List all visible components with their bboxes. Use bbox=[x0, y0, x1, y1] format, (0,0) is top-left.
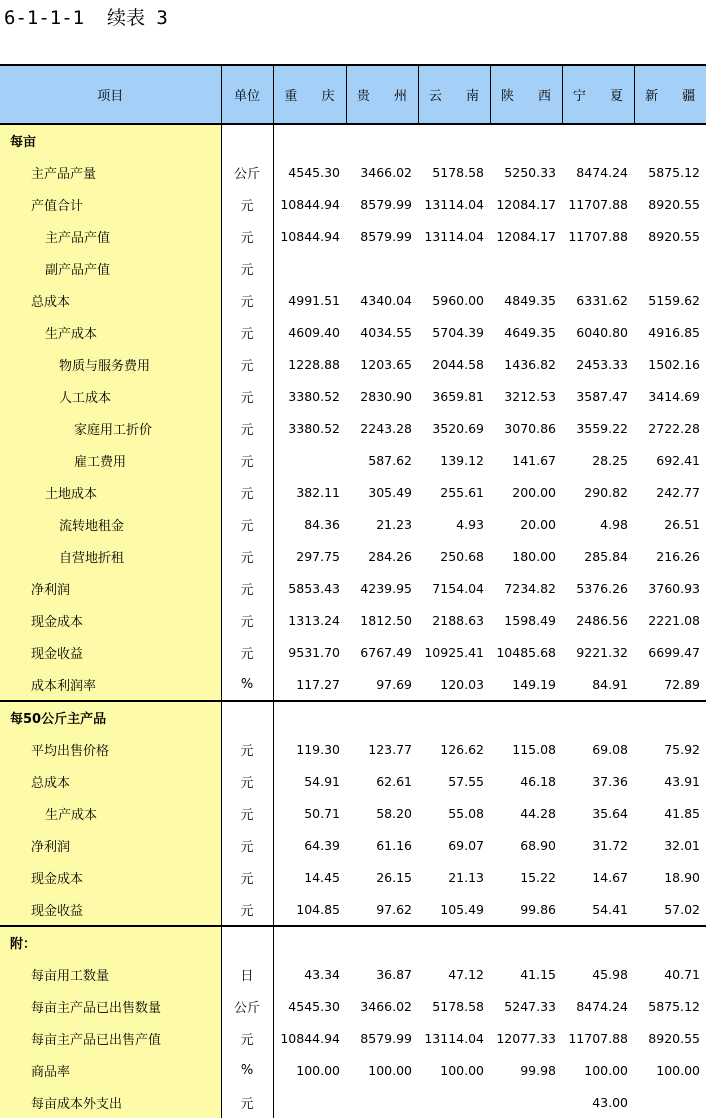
value-cell: 26.51 bbox=[664, 516, 700, 532]
value-cell: 8474.24 bbox=[576, 164, 628, 180]
value-cell: 8920.55 bbox=[648, 196, 700, 212]
row-unit: 元 bbox=[221, 861, 273, 893]
value-cell: 11707.88 bbox=[568, 1030, 628, 1046]
value-cell: 1812.50 bbox=[360, 612, 412, 628]
value-cell bbox=[490, 926, 562, 958]
row-unit: 元 bbox=[221, 508, 273, 540]
value-cell bbox=[634, 926, 706, 958]
value-cell: 297.75 bbox=[273, 540, 346, 572]
table-row bbox=[0, 733, 706, 765]
row-label: 每50公斤主产品 bbox=[0, 701, 221, 733]
value-cell: 3380.52 bbox=[273, 412, 346, 444]
row-label: 家庭用工折价 bbox=[0, 412, 221, 444]
value-cell: 587.62 bbox=[368, 452, 412, 468]
value-cell: 141.67 bbox=[512, 452, 556, 468]
value-cell: 290.82 bbox=[584, 484, 628, 500]
table-row bbox=[0, 252, 706, 284]
row-unit: 元 bbox=[221, 540, 273, 572]
value-cell bbox=[418, 926, 490, 958]
value-cell: 5178.58 bbox=[432, 164, 484, 180]
value-cell bbox=[634, 124, 706, 156]
value-cell: 10485.68 bbox=[496, 644, 556, 660]
table-row bbox=[0, 861, 706, 893]
value-cell: 100.00 bbox=[656, 1062, 700, 1078]
value-cell bbox=[418, 1086, 490, 1118]
value-cell bbox=[634, 1086, 706, 1118]
value-cell: 139.12 bbox=[440, 452, 484, 468]
value-cell: 21.23 bbox=[376, 516, 412, 532]
row-unit: 元 bbox=[221, 188, 273, 220]
value-cell bbox=[490, 124, 562, 156]
value-cell: 100.00 bbox=[273, 1054, 346, 1086]
value-cell: 100.00 bbox=[440, 1062, 484, 1078]
value-cell: 14.45 bbox=[273, 861, 346, 893]
value-cell: 7234.82 bbox=[504, 580, 556, 596]
value-cell: 5875.12 bbox=[648, 998, 700, 1014]
value-cell: 2221.08 bbox=[648, 612, 700, 628]
value-cell: 4609.40 bbox=[273, 316, 346, 348]
column-header-chongqing: 重 庆 bbox=[273, 65, 346, 124]
row-unit: 元 bbox=[221, 604, 273, 636]
value-cell: 11707.88 bbox=[568, 228, 628, 244]
value-cell bbox=[418, 124, 490, 156]
value-cell: 5376.26 bbox=[576, 580, 628, 596]
value-cell: 9221.32 bbox=[576, 644, 628, 660]
value-cell bbox=[273, 1086, 346, 1118]
value-cell bbox=[346, 701, 418, 733]
value-cell: 62.61 bbox=[376, 773, 412, 789]
table-row bbox=[0, 765, 706, 797]
row-label: 每亩主产品已出售数量 bbox=[0, 990, 221, 1022]
row-unit: 元 bbox=[221, 348, 273, 380]
value-cell: 26.15 bbox=[376, 869, 412, 885]
value-cell: 12084.17 bbox=[496, 196, 556, 212]
value-cell: 21.13 bbox=[448, 869, 484, 885]
value-cell: 61.16 bbox=[376, 837, 412, 853]
value-cell: 5247.33 bbox=[504, 998, 556, 1014]
table-row bbox=[0, 220, 706, 252]
value-cell: 2044.58 bbox=[432, 356, 484, 372]
value-cell: 13114.04 bbox=[424, 1030, 484, 1046]
table-row bbox=[0, 508, 706, 540]
value-cell: 4916.85 bbox=[648, 324, 700, 340]
row-label: 现金收益 bbox=[0, 636, 221, 668]
page-title: 6-1-1-1 续表 3 bbox=[4, 7, 168, 29]
row-label: 净利润 bbox=[0, 829, 221, 861]
value-cell: 28.25 bbox=[592, 452, 628, 468]
value-cell: 119.30 bbox=[273, 733, 346, 765]
value-cell: 5159.62 bbox=[648, 292, 700, 308]
row-label: 产值合计 bbox=[0, 188, 221, 220]
value-cell: 10844.94 bbox=[273, 220, 346, 252]
value-cell: 285.84 bbox=[584, 548, 628, 564]
value-cell: 57.02 bbox=[634, 893, 706, 926]
value-cell: 3070.86 bbox=[504, 420, 556, 436]
value-cell: 4545.30 bbox=[273, 156, 346, 188]
value-cell: 4340.04 bbox=[360, 292, 412, 308]
value-cell: 84.91 bbox=[562, 668, 634, 701]
value-cell: 3212.53 bbox=[504, 388, 556, 404]
value-cell: 8474.24 bbox=[576, 998, 628, 1014]
table-row bbox=[0, 797, 706, 829]
value-cell: 2453.33 bbox=[576, 356, 628, 372]
value-cell: 305.49 bbox=[368, 484, 412, 500]
value-cell: 242.77 bbox=[656, 484, 700, 500]
value-cell: 149.19 bbox=[490, 668, 562, 701]
row-unit: 元 bbox=[221, 284, 273, 316]
table-row bbox=[0, 958, 706, 990]
value-cell: 7154.04 bbox=[432, 580, 484, 596]
value-cell: 6331.62 bbox=[576, 292, 628, 308]
table-header-row bbox=[0, 65, 706, 124]
value-cell: 180.00 bbox=[512, 548, 556, 564]
row-label: 平均出售价格 bbox=[0, 733, 221, 765]
table-row bbox=[0, 1086, 706, 1118]
value-cell: 3559.22 bbox=[576, 420, 628, 436]
row-unit: 元 bbox=[221, 316, 273, 348]
section-header-row bbox=[0, 124, 706, 156]
value-cell: 5178.58 bbox=[432, 998, 484, 1014]
value-cell bbox=[562, 124, 634, 156]
value-cell bbox=[490, 1086, 562, 1118]
row-label: 主产品产值 bbox=[0, 220, 221, 252]
value-cell: 10925.41 bbox=[424, 644, 484, 660]
row-label: 现金收益 bbox=[0, 893, 221, 926]
row-unit: 元 bbox=[221, 476, 273, 508]
value-cell: 4.93 bbox=[456, 516, 484, 532]
table-row bbox=[0, 893, 706, 926]
value-cell: 3414.69 bbox=[648, 388, 700, 404]
row-unit: 元 bbox=[221, 765, 273, 797]
row-unit: 元 bbox=[221, 252, 273, 284]
value-cell: 3520.69 bbox=[432, 420, 484, 436]
row-label: 每亩 bbox=[0, 124, 221, 156]
row-unit: % bbox=[221, 1054, 273, 1086]
value-cell: 97.69 bbox=[346, 668, 418, 701]
table-row bbox=[0, 188, 706, 220]
row-label: 生产成本 bbox=[0, 316, 221, 348]
value-cell: 41.85 bbox=[664, 805, 700, 821]
value-cell bbox=[562, 701, 634, 733]
row-unit: 公斤 bbox=[221, 990, 273, 1022]
value-cell: 1502.16 bbox=[648, 356, 700, 372]
value-cell: 4034.55 bbox=[360, 324, 412, 340]
table-row bbox=[0, 604, 706, 636]
table-row bbox=[0, 636, 706, 668]
table-row bbox=[0, 444, 706, 476]
table-row bbox=[0, 572, 706, 604]
value-cell: 64.39 bbox=[273, 829, 346, 861]
value-cell: 43.91 bbox=[664, 773, 700, 789]
row-label: 现金成本 bbox=[0, 861, 221, 893]
value-cell: 68.90 bbox=[520, 837, 556, 853]
row-label: 每亩成本外支出 bbox=[0, 1086, 221, 1118]
column-header-ningxia: 宁 夏 bbox=[562, 65, 634, 124]
value-cell: 14.67 bbox=[592, 869, 628, 885]
value-cell: 99.86 bbox=[490, 893, 562, 926]
value-cell: 1313.24 bbox=[273, 604, 346, 636]
value-cell bbox=[634, 252, 706, 284]
table-row bbox=[0, 284, 706, 316]
row-unit: 元 bbox=[221, 733, 273, 765]
value-cell: 200.00 bbox=[512, 484, 556, 500]
value-cell: 69.08 bbox=[592, 741, 628, 757]
row-unit: 元 bbox=[221, 380, 273, 412]
value-cell: 1598.49 bbox=[504, 612, 556, 628]
value-cell: 3380.52 bbox=[273, 380, 346, 412]
value-cell: 69.07 bbox=[448, 837, 484, 853]
value-cell: 3466.02 bbox=[360, 998, 412, 1014]
value-cell: 100.00 bbox=[584, 1062, 628, 1078]
value-cell: 104.85 bbox=[273, 893, 346, 926]
value-cell: 32.01 bbox=[664, 837, 700, 853]
table-row bbox=[0, 1054, 706, 1086]
value-cell: 115.08 bbox=[512, 741, 556, 757]
value-cell: 1436.82 bbox=[504, 356, 556, 372]
value-cell: 10844.94 bbox=[273, 188, 346, 220]
section-header-row bbox=[0, 701, 706, 733]
value-cell: 692.41 bbox=[656, 452, 700, 468]
value-cell: 72.89 bbox=[634, 668, 706, 701]
value-cell: 12084.17 bbox=[496, 228, 556, 244]
value-cell: 31.72 bbox=[592, 837, 628, 853]
value-cell: 8579.99 bbox=[360, 1030, 412, 1046]
value-cell bbox=[273, 701, 346, 733]
value-cell: 117.27 bbox=[273, 668, 346, 701]
column-header-item: 项目 bbox=[0, 65, 221, 124]
row-label: 总成本 bbox=[0, 765, 221, 797]
value-cell: 1228.88 bbox=[273, 348, 346, 380]
row-unit: % bbox=[221, 668, 273, 701]
value-cell: 5704.39 bbox=[432, 324, 484, 340]
value-cell: 3659.81 bbox=[432, 388, 484, 404]
row-label: 商品率 bbox=[0, 1054, 221, 1086]
row-label: 净利润 bbox=[0, 572, 221, 604]
value-cell: 100.00 bbox=[368, 1062, 412, 1078]
value-cell: 43.00 bbox=[592, 1094, 628, 1110]
value-cell: 5875.12 bbox=[648, 164, 700, 180]
row-unit bbox=[221, 701, 273, 733]
row-label: 每亩用工数量 bbox=[0, 958, 221, 990]
value-cell bbox=[346, 252, 418, 284]
table-row bbox=[0, 829, 706, 861]
row-unit: 公斤 bbox=[221, 156, 273, 188]
value-cell: 2188.63 bbox=[432, 612, 484, 628]
value-cell: 37.36 bbox=[592, 773, 628, 789]
row-label: 雇工费用 bbox=[0, 444, 221, 476]
value-cell bbox=[490, 252, 562, 284]
value-cell: 18.90 bbox=[664, 869, 700, 885]
value-cell: 47.12 bbox=[448, 966, 484, 982]
value-cell: 20.00 bbox=[520, 516, 556, 532]
table-row bbox=[0, 1022, 706, 1054]
value-cell: 35.64 bbox=[592, 805, 628, 821]
value-cell: 4545.30 bbox=[273, 990, 346, 1022]
value-cell: 11707.88 bbox=[568, 196, 628, 212]
value-cell: 8579.99 bbox=[360, 228, 412, 244]
value-cell bbox=[562, 926, 634, 958]
value-cell: 44.28 bbox=[520, 805, 556, 821]
value-cell: 15.22 bbox=[520, 869, 556, 885]
value-cell bbox=[346, 926, 418, 958]
value-cell: 9531.70 bbox=[273, 636, 346, 668]
value-cell: 105.49 bbox=[418, 893, 490, 926]
value-cell: 5250.33 bbox=[504, 164, 556, 180]
value-cell: 4849.35 bbox=[504, 292, 556, 308]
row-label: 每亩主产品已出售产值 bbox=[0, 1022, 221, 1054]
column-header-xinjiang: 新 疆 bbox=[634, 65, 706, 124]
value-cell: 5960.00 bbox=[432, 292, 484, 308]
value-cell: 4239.95 bbox=[360, 580, 412, 596]
value-cell bbox=[418, 701, 490, 733]
row-label: 物质与服务费用 bbox=[0, 348, 221, 380]
row-label: 成本利润率 bbox=[0, 668, 221, 701]
value-cell: 120.03 bbox=[418, 668, 490, 701]
value-cell: 13114.04 bbox=[424, 196, 484, 212]
value-cell: 50.71 bbox=[273, 797, 346, 829]
row-unit bbox=[221, 124, 273, 156]
table-row bbox=[0, 668, 706, 701]
row-label: 土地成本 bbox=[0, 476, 221, 508]
value-cell: 46.18 bbox=[520, 773, 556, 789]
value-cell: 2486.56 bbox=[576, 612, 628, 628]
value-cell: 1203.65 bbox=[360, 356, 412, 372]
value-cell: 216.26 bbox=[656, 548, 700, 564]
value-cell bbox=[346, 1086, 418, 1118]
row-label: 流转地租金 bbox=[0, 508, 221, 540]
value-cell: 54.41 bbox=[562, 893, 634, 926]
value-cell: 8579.99 bbox=[360, 196, 412, 212]
row-unit: 日 bbox=[221, 958, 273, 990]
table-row bbox=[0, 316, 706, 348]
column-header-unit: 单位 bbox=[221, 65, 273, 124]
value-cell: 54.91 bbox=[273, 765, 346, 797]
value-cell bbox=[273, 444, 346, 476]
value-cell: 55.08 bbox=[448, 805, 484, 821]
row-label: 总成本 bbox=[0, 284, 221, 316]
row-unit: 元 bbox=[221, 829, 273, 861]
row-unit: 元 bbox=[221, 1022, 273, 1054]
value-cell: 123.77 bbox=[368, 741, 412, 757]
table-body bbox=[0, 124, 706, 1118]
row-label: 人工成本 bbox=[0, 380, 221, 412]
value-cell: 45.98 bbox=[592, 966, 628, 982]
value-cell: 4.98 bbox=[600, 516, 628, 532]
value-cell: 10844.94 bbox=[273, 1022, 346, 1054]
value-cell: 8920.55 bbox=[648, 228, 700, 244]
value-cell: 43.34 bbox=[273, 958, 346, 990]
value-cell: 13114.04 bbox=[424, 228, 484, 244]
value-cell: 58.20 bbox=[376, 805, 412, 821]
value-cell bbox=[346, 124, 418, 156]
column-header-shaanxi: 陕 西 bbox=[490, 65, 562, 124]
value-cell: 40.71 bbox=[664, 966, 700, 982]
row-label: 自营地折租 bbox=[0, 540, 221, 572]
row-unit bbox=[221, 926, 273, 958]
value-cell: 84.36 bbox=[273, 508, 346, 540]
data-table bbox=[0, 64, 706, 1118]
value-cell: 2722.28 bbox=[648, 420, 700, 436]
value-cell: 99.98 bbox=[520, 1062, 556, 1078]
value-cell: 6699.47 bbox=[648, 644, 700, 660]
value-cell: 3466.02 bbox=[360, 164, 412, 180]
row-label: 副产品产值 bbox=[0, 252, 221, 284]
table-row bbox=[0, 412, 706, 444]
value-cell: 8920.55 bbox=[648, 1030, 700, 1046]
row-unit: 元 bbox=[221, 1086, 273, 1118]
column-header-guizhou: 贵 州 bbox=[346, 65, 418, 124]
value-cell: 3760.93 bbox=[648, 580, 700, 596]
value-cell bbox=[273, 252, 346, 284]
value-cell: 4649.35 bbox=[504, 324, 556, 340]
value-cell: 75.92 bbox=[664, 741, 700, 757]
row-unit: 元 bbox=[221, 893, 273, 926]
value-cell bbox=[273, 926, 346, 958]
row-label: 主产品产量 bbox=[0, 156, 221, 188]
value-cell: 250.68 bbox=[440, 548, 484, 564]
value-cell: 382.11 bbox=[273, 476, 346, 508]
value-cell: 36.87 bbox=[376, 966, 412, 982]
row-unit: 元 bbox=[221, 444, 273, 476]
value-cell bbox=[273, 124, 346, 156]
row-unit: 元 bbox=[221, 797, 273, 829]
value-cell bbox=[562, 252, 634, 284]
row-label: 生产成本 bbox=[0, 797, 221, 829]
value-cell bbox=[490, 701, 562, 733]
value-cell: 284.26 bbox=[368, 548, 412, 564]
row-unit: 元 bbox=[221, 636, 273, 668]
value-cell: 97.62 bbox=[346, 893, 418, 926]
row-unit: 元 bbox=[221, 572, 273, 604]
value-cell: 41.15 bbox=[520, 966, 556, 982]
row-unit: 元 bbox=[221, 220, 273, 252]
table-row bbox=[0, 990, 706, 1022]
table-row bbox=[0, 476, 706, 508]
value-cell: 126.62 bbox=[440, 741, 484, 757]
row-label: 附： bbox=[0, 926, 221, 958]
value-cell: 57.55 bbox=[448, 773, 484, 789]
value-cell: 2830.90 bbox=[360, 388, 412, 404]
value-cell: 6767.49 bbox=[360, 644, 412, 660]
table-row bbox=[0, 348, 706, 380]
row-unit: 元 bbox=[221, 412, 273, 444]
column-header-yunnan: 云 南 bbox=[418, 65, 490, 124]
value-cell: 12077.33 bbox=[496, 1030, 556, 1046]
value-cell: 3587.47 bbox=[576, 388, 628, 404]
table-row bbox=[0, 156, 706, 188]
value-cell bbox=[634, 701, 706, 733]
table-row bbox=[0, 540, 706, 572]
section-header-row bbox=[0, 926, 706, 958]
row-label: 现金成本 bbox=[0, 604, 221, 636]
table-row bbox=[0, 380, 706, 412]
value-cell: 5853.43 bbox=[273, 572, 346, 604]
value-cell: 2243.28 bbox=[360, 420, 412, 436]
value-cell: 255.61 bbox=[440, 484, 484, 500]
value-cell: 4991.51 bbox=[273, 284, 346, 316]
value-cell bbox=[418, 252, 490, 284]
value-cell: 6040.80 bbox=[576, 324, 628, 340]
